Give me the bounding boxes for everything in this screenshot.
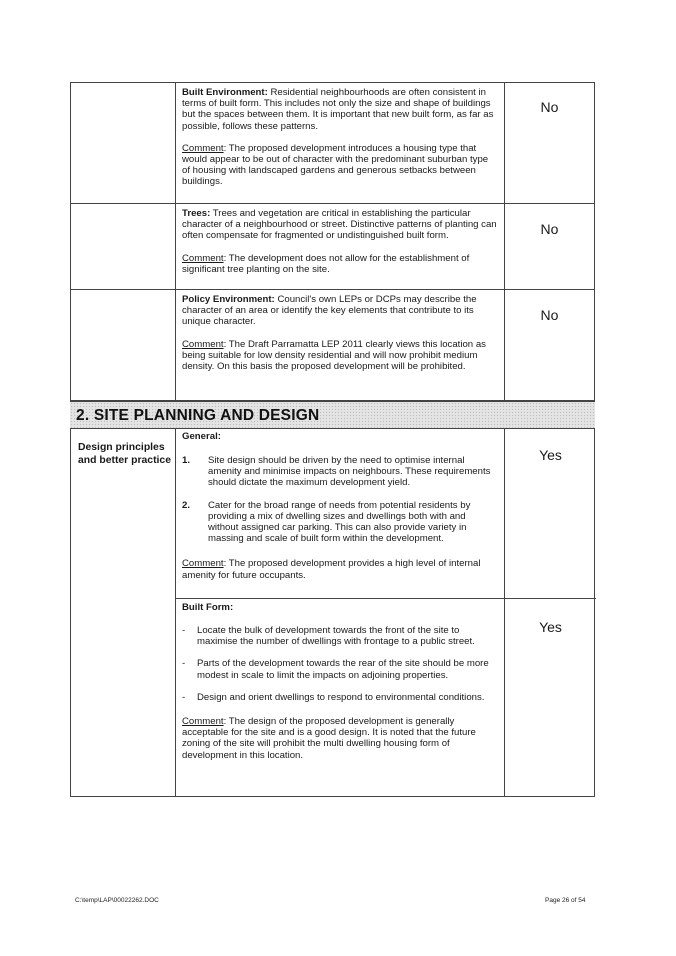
answer-value: No [540,221,559,237]
comment-text: : The proposed development introduces a housing type that would appear to be out of character with the predominant suburban type of housing with landscaped gardens and generous setbacks between buildings. [182,142,489,188]
item-text: Design and orient dwellings to respond to environmental conditions. [197,691,485,703]
answer-value: Yes [539,447,562,463]
label-cell [71,204,176,289]
list-item [182,658,498,680]
answer-cell [505,599,596,797]
item-text: Locate the bulk of development towards the front of the site to maximise the number of dwellings with frontage to a public street. [197,625,475,648]
criteria-text: Residential neighbourhoods are often consistent in terms of built form. This includes not only the size and shape of buildings but the spaces between them. It is important that new built form, as far as possible, follows these patterns. [182,87,494,132]
subsection-heading: Built Form: [182,602,234,613]
built-form-subrow [176,599,596,797]
table-row [70,203,595,290]
comment-text: : The development does not allow for the establishment of significant tree planting on the site. [182,252,470,275]
list-item [182,692,498,703]
item-number: 1. [182,455,191,466]
label-cell [71,83,176,203]
answer-cell [505,83,594,203]
answer-cell [505,429,596,598]
comment-text: : The proposed development provides a high level of internal amenity for future occupants. [182,558,481,581]
criteria-text: Council's own LEPs or DCPs may describe the character of an area or identify the key elements that contribute to its unique character. [182,294,477,328]
row-label: Design principles and better practice [78,442,171,466]
comment-label: Comment [182,252,224,264]
table-row [70,82,595,204]
list-item [182,455,498,489]
list-item [182,500,498,545]
table-row [70,289,595,401]
criteria-heading: Policy Environment: [182,294,275,305]
answer-cell [505,204,594,289]
section-title: 2. SITE PLANNING AND DESIGN [76,407,320,424]
criteria-cell [176,204,505,289]
answer-cell [505,290,594,400]
comment-text: : The design of the proposed development is generally acceptable for the site and is a good design. It is noted that the future zoning of the site will prohibit the multi dwelling housing form of development in this location. [182,716,476,761]
item-text: Site design should be driven by the need to optimise internal amenity and minimise impacts on neighbours. These requirements should dictate the maximum development yield. [208,455,491,489]
comment-label: Comment [182,716,224,728]
comment-label: Comment [182,142,224,154]
criteria-heading: Trees: [182,208,211,219]
criteria-heading: Built Environment: [182,87,268,98]
bullet-marker: - [182,691,186,703]
general-subrow [176,429,596,599]
answer-value: Yes [539,619,562,635]
item-text: Parts of the development towards the rear of the site should be more modest in scale to limit the impacts on adjoining properties. [197,658,489,681]
criteria-cell [176,83,505,203]
comment-text: : The Draft Parramatta LEP 2011 clearly views this location as being suitable for low density residential and will now prohibit medium density. On this basis the proposed development will be prohibited. [182,338,486,373]
answer-value: No [540,307,559,323]
label-cell [71,429,176,796]
section-table [70,429,595,797]
list-item [182,625,498,647]
comment-label: Comment [182,558,224,570]
answer-value: No [540,99,559,115]
item-number: 2. [182,499,191,511]
comment-label: Comment [182,338,224,350]
footer-path: C:\temp\LAP\00022262.DOC [75,897,159,904]
criteria-cell [176,599,505,797]
section-header [70,401,595,429]
bullet-marker: - [182,658,186,670]
bullet-marker: - [182,625,186,636]
criteria-text: Trees and vegetation are critical in establishing the particular character of a neighbourhood or street. Distinctive patterns of planting can often compensate for fragmented or undistinguished built form. [182,208,497,242]
criteria-cell [176,290,505,400]
subsection-heading: General: [182,431,221,442]
footer-page-number: Page 26 of 54 [545,897,586,904]
label-cell [71,290,176,400]
item-text: Cater for the broad range of needs from potential residents by providing a mix of dwelling sizes and dwellings both with and without assigned car parking. This can also provide variety in massing and scale of built form within the development. [208,499,471,545]
criteria-cell [176,429,505,598]
